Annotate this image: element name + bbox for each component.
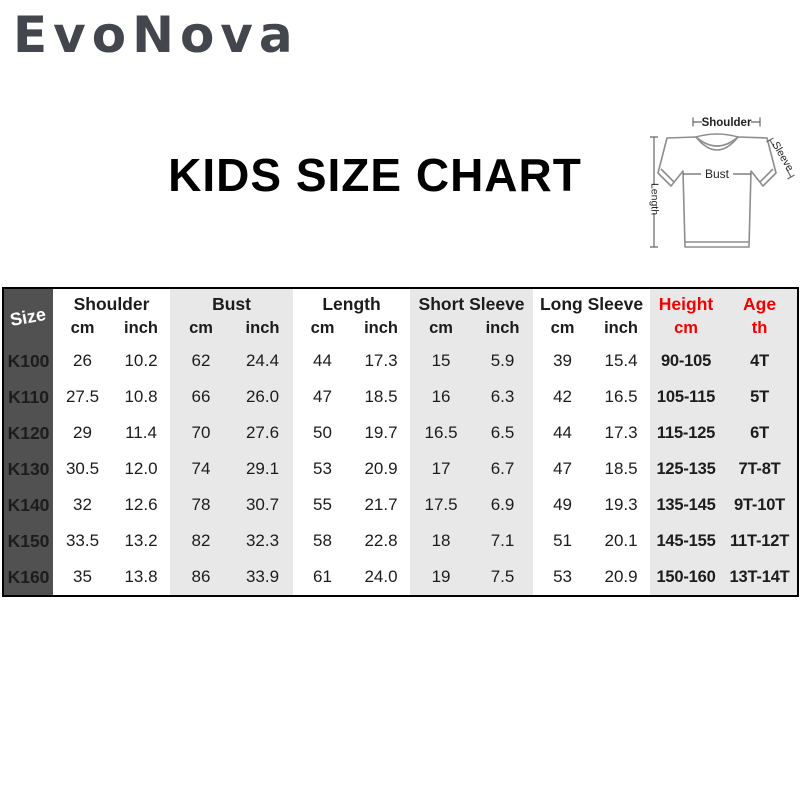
table-cell: 26.0 [232,379,293,415]
table-cell: 33.9 [232,559,293,596]
age-column-header: Age [722,288,798,317]
age-cell: 7T-8T [722,451,798,487]
table-cell: 26 [73,351,92,370]
brand-logo: EvoNova [13,6,299,64]
table-cell: 18.5 [604,459,638,478]
height-cell: 125-135 [650,451,722,487]
length-group-header: Length [322,294,381,314]
height-cell: 105-115 [650,379,722,415]
table-cell: 7.5 [472,559,533,596]
size-label: K130 [3,451,53,487]
tshirt-measurement-diagram [645,95,797,267]
table-row [3,343,798,379]
table-cell: 42 [553,387,572,406]
table-cell: 15.4 [604,351,638,370]
height-cell: 115-125 [650,415,722,451]
height-cell: 150-160 [650,559,722,596]
table-cell: 12.0 [124,459,158,478]
table-cell: 13.2 [124,531,158,550]
length-label: Length [648,182,661,216]
table-cell: 6.3 [472,379,533,415]
table-cell: 18 [410,523,472,559]
size-label: K100 [3,343,53,379]
height-column-header: Height [650,288,722,317]
unit-header: inch [472,317,533,343]
height-cell: 90-105 [650,343,722,379]
table-cell: 5.9 [472,343,533,379]
table-cell: 6.5 [472,415,533,451]
age-cell: 6T [722,415,798,451]
unit-header: cm [70,319,95,337]
unit-header: cm [170,317,232,343]
table-cell: 20.9 [604,567,638,586]
unit-header: cm [410,317,472,343]
table-cell: 16 [410,379,472,415]
table-cell: 27.6 [232,415,293,451]
table-cell: 82 [170,523,232,559]
height-unit-header: cm [650,317,722,343]
table-cell: 15 [410,343,472,379]
age-cell: 13T-14T [722,559,798,596]
unit-header: inch [364,319,398,337]
size-label: K160 [3,559,53,596]
table-cell: 21.7 [364,495,398,514]
table-cell: 16.5 [604,387,638,406]
table-cell: 55 [313,495,332,514]
table-cell: 47 [313,387,332,406]
table-cell: 53 [553,567,572,586]
table-cell: 29.1 [232,451,293,487]
table-cell: 32.3 [232,523,293,559]
table-cell: 86 [170,559,232,596]
table-cell: 27.5 [65,387,100,406]
age-unit-header: th [722,317,798,343]
long-sleeve-group-header: Long Sleeve [539,294,644,314]
bust-label: Bust [704,167,730,181]
table-cell: 11.4 [125,423,157,442]
table-cell: 62 [170,343,232,379]
shoulder-group-header: Shoulder [73,294,150,314]
table-cell: 20.1 [604,531,638,550]
table-cell: 12.6 [124,495,158,514]
table-cell: 51 [553,531,572,550]
table-row [3,415,798,451]
age-cell: 9T-10T [722,487,798,523]
table-cell: 50 [313,423,332,442]
shoulder-label: Shoulder [701,117,752,129]
table-cell: 70 [170,415,232,451]
page-title: KIDS SIZE CHART [168,149,582,201]
table-cell: 24.4 [232,343,293,379]
table-cell: 61 [313,567,332,586]
size-label: K120 [3,415,53,451]
size-label: K150 [3,523,53,559]
table-cell: 17.3 [604,423,638,442]
height-cell: 135-145 [650,487,722,523]
table-cell: 58 [313,531,332,550]
table-cell: 20.9 [364,459,398,478]
age-cell: 4T [722,343,798,379]
table-cell: 24.0 [364,567,398,586]
table-cell: 78 [170,487,232,523]
unit-header: cm [310,319,335,337]
bust-group-header: Bust [170,288,293,317]
table-cell: 17.3 [364,351,398,370]
table-cell: 19.3 [604,495,638,514]
table-cell: 17.5 [410,487,472,523]
size-chart-table [2,287,799,597]
table-cell: 44 [313,351,332,370]
table-cell: 47 [553,459,572,478]
table-cell: 74 [170,451,232,487]
table-cell: 16.5 [410,415,472,451]
table-row [3,523,798,559]
size-column-header: Size [3,288,53,343]
measurement-lines [650,118,795,248]
table-row [3,379,798,415]
sleeve-label: Sleeve [769,139,796,174]
short-sleeve-group-header: Short Sleeve [410,288,533,317]
table-cell: 22.8 [364,531,398,550]
table-cell: 6.7 [472,451,533,487]
table-cell: 17 [410,451,472,487]
table-cell: 7.1 [472,523,533,559]
table-cell: 53 [313,459,332,478]
age-cell: 11T-12T [722,523,798,559]
unit-header: inch [604,319,638,337]
table-cell: 44 [553,423,572,442]
table-cell: 32 [73,495,92,514]
table-cell: 30.7 [232,487,293,523]
table-cell: 29 [73,423,92,442]
height-cell: 145-155 [650,523,722,559]
size-label: K110 [3,379,53,415]
tshirt-outline-icon [658,134,776,247]
table-cell: 6.9 [472,487,533,523]
table-cell: 39 [553,351,572,370]
table-cell: 66 [170,379,232,415]
table-cell: 19 [410,559,472,596]
table-row [3,451,798,487]
size-label: K140 [3,487,53,523]
table-cell: 10.8 [124,387,158,406]
age-cell: 5T [722,379,798,415]
unit-header: inch [232,317,293,343]
table-row [3,487,798,523]
table-row [3,559,798,596]
table-header [3,288,798,343]
table-cell: 49 [553,495,572,514]
table-cell: 19.7 [364,423,398,442]
table-cell: 18.5 [364,387,398,406]
unit-header: inch [124,319,158,337]
table-cell: 33.5 [65,531,100,550]
table-cell: 35 [73,567,92,586]
table-cell: 13.8 [124,567,158,586]
table-cell: 30.5 [65,459,100,478]
unit-header: cm [550,319,575,337]
size-table-body [3,343,798,596]
table-cell: 10.2 [124,351,158,370]
